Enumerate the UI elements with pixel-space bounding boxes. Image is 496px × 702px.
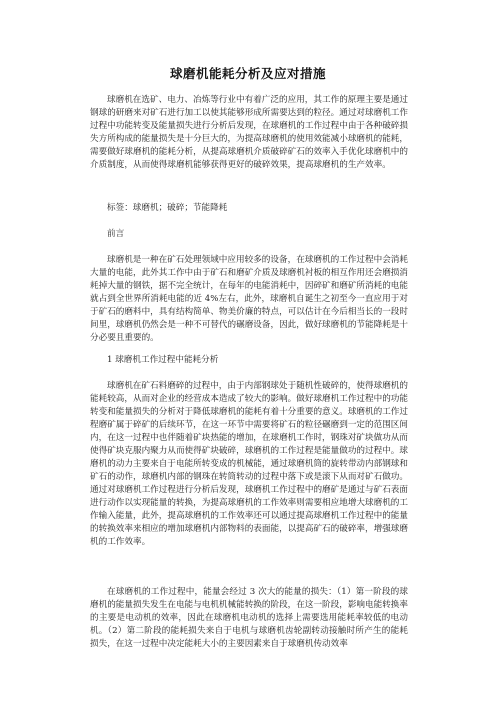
section-paragraph-1: 球磨机在矿石料磨碎的过程中，由于内部钢球处于随机性破碎的，使得球磨机的能耗较高，从而对企业的经营成本造成了较大的影响。做好球磨机工作过程中的功能转变和能量损失的分析对于降低球磨机的能耗有着十分重要的意义。球磨机的工作过程磨矿属于碎矿的后续环节，在这一环节中需要将矿石的粒径碾磨到一定的范围区间内，在这一过程中也伴随着矿块热能的增加，在球磨机工作时，钢珠对矿块做功从而使得矿块克服内聚力从而使得矿块破碎，球磨机的工作过程是能量做功的过程中。球磨机的动力主要来自于电能所转变成的机械能，通过球磨机筒的旋转带动内部钢球和矿石的动作，球磨机内部的钢珠在转筒转动的过程中落下或是滚下从而对矿石做功。通过对球磨机工作过程进行分析后发现，球磨机工作过程中的磨矿是通过与矿石表面进行动作以实现能量的转换，为提高球磨机的工作效率则需要相应地增大球磨机的工作输入能量，此外，提高球磨机的工作效率还可以通过提高球磨机工作过程中的能量的转换效率来相应的增加球磨机内部物料的表面能，以提高矿石的破碎率，增强球磨机的工作效率。 [90,381,408,547]
foreword-paragraph: 球磨机是一种在矿石处理领域中应用较多的设备，在球磨机的工作过程中会消耗大量的电能，此外其工作中由于矿石和磨矿介质及球磨机衬板的相互作用还会磨损消耗掉大量的钢铁，据不完全统计，在每年的电能消耗中，因碎矿和磨矿所消耗的电能就占到全世界所消耗电能的近 4%左右，此外，球磨机自诞生之初至今一直应用于对于矿石的磨料中，具有结构简单、物美价廉的特点，可以估计在今后相当长的一段时间里，球磨机仍然会是一种不可替代的碾磨设备，因此，做好球磨机的节能降耗是十分必要且重要的。 [90,255,408,343]
section-heading: 1 球磨机工作过程中能耗分析 [107,355,219,365]
document-title: 球磨机能耗分析及应对措施 [169,66,326,81]
keywords-line: 标签：球磨机；破碎；节能降耗 [107,203,228,213]
foreword-heading: 前言 [107,229,125,239]
abstract-paragraph: 球磨机在选矿、电力、冶炼等行业中有着广泛的应用，其工作的原理主要是通过钢球的研磨来对矿石进行加工以使其能够形成所需要达到的粒径。通过对球磨机工作过程中功能转变及能量损失进行分析后发现，在球磨机的工作过程中由于各种破碎损失方所构成的能量损失是十分巨大的，为提高球磨机的使用效能减小球磨机的能耗，需要做好球磨机的能耗分析，从提高球磨机介质破碎矿石的效率入手优化球磨机中的介质制度，从而使得球磨机能够获得更好的破碎效果，提高球磨机的生产效率。 [90,95,408,170]
section-paragraph-2: 在球磨机的工作过程中，能量会经过 3 次大的能量的损失：（1）第一阶段的球磨机的能量损失发生在电能与电机机械能转换的阶段，在这一阶段，影响电能转换率的主要是电动机的效率，因此在球磨机电动机的选择上需要选用能耗率较低的电动机。（2）第二阶段的能耗损失来自于电机与球磨机齿轮副转动接触时所产生的能耗损失，在这一过程中决定能耗大小的主要因素来自于球磨机传动效率 [90,587,408,649]
